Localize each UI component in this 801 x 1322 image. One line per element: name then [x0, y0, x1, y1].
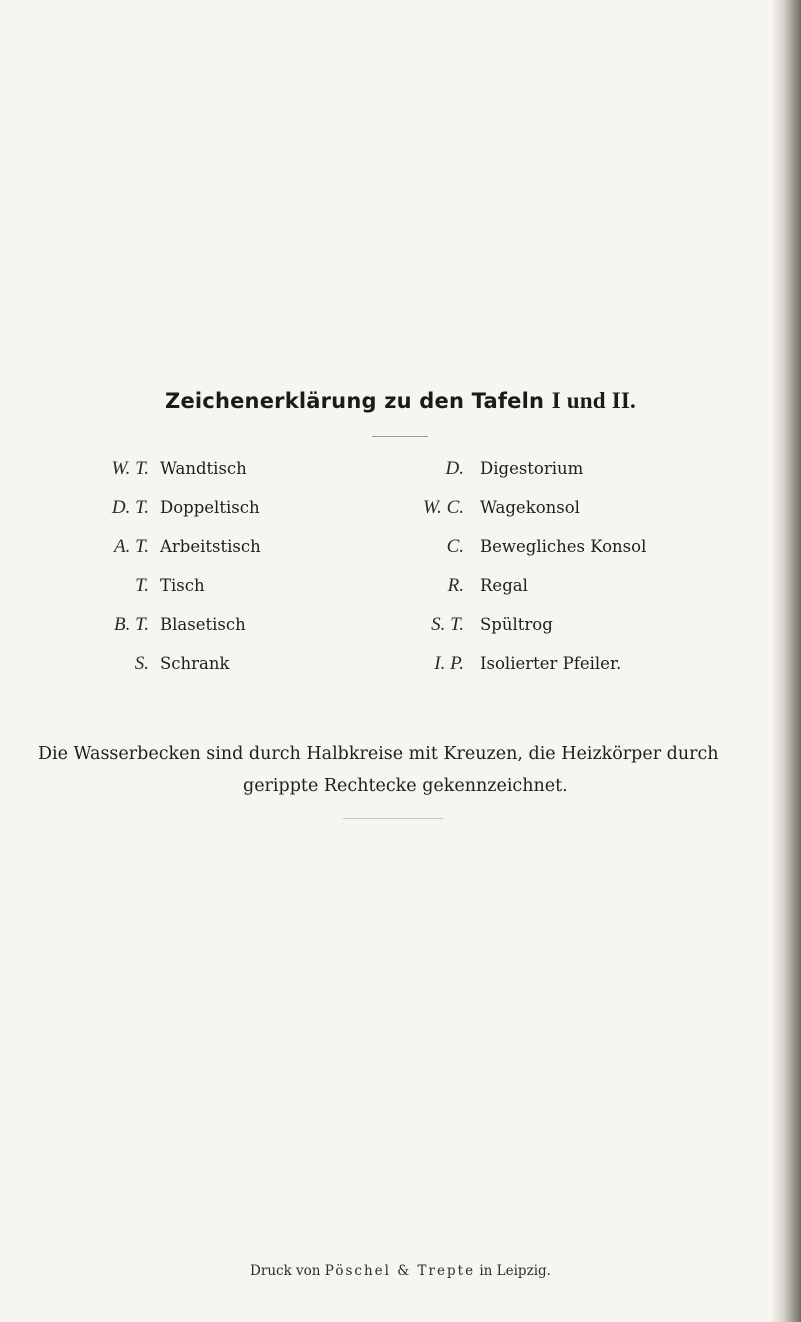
legend-heading-text: Zeichenerklärung zu den Tafeln: [165, 389, 545, 413]
legend-abbr: A. T.: [113, 536, 149, 557]
imprint-prefix: Druck von: [250, 1263, 321, 1279]
imprint-suffix: in Leipzig.: [479, 1263, 551, 1279]
legend-desc: Arbeitstisch: [160, 537, 261, 556]
legend-abbr: B. T.: [113, 614, 149, 635]
legend-desc: Isolierter Pfeiler.: [480, 654, 622, 673]
legend-desc: Bewegliches Konsol: [480, 537, 647, 556]
legend-desc: Tisch: [160, 576, 205, 595]
legend-row-right-4: [390, 573, 770, 599]
divider-top: [372, 436, 428, 437]
legend-abbr: S. T.: [431, 614, 464, 635]
legend-abbr: C.: [446, 536, 464, 557]
legend-row-left-2: [70, 495, 400, 521]
legend-row-left-1: [70, 456, 400, 482]
legend-desc: Wandtisch: [160, 459, 247, 478]
explanatory-note: [38, 738, 758, 802]
imprint-printer: Pöschel & Trepte: [324, 1263, 476, 1279]
legend-abbr: T.: [135, 575, 149, 596]
legend-row-left-4: [70, 573, 400, 599]
legend-desc: Wagekonsol: [480, 498, 580, 517]
legend-abbr: R.: [447, 575, 464, 596]
legend-heading: [0, 388, 801, 414]
legend-abbr: D.: [445, 458, 464, 479]
legend-desc: Digestorium: [480, 459, 584, 478]
legend-abbr: D. T.: [111, 497, 149, 518]
legend-row-right-6: [390, 651, 770, 677]
legend-row-right-1: [390, 456, 770, 482]
legend-abbr: W. T.: [111, 458, 149, 479]
legend-row-left-6: [70, 651, 400, 677]
legend-abbr: W. C.: [422, 497, 464, 518]
legend-row-right-2: [390, 495, 770, 521]
note-line-1: Die Wasserbecken sind durch Halbkreise mit Kreuzen, die Heizkörper durch: [38, 744, 719, 764]
legend-desc: Regal: [480, 576, 528, 595]
legend-abbr: S.: [134, 653, 149, 674]
legend-desc: Spültrog: [480, 615, 553, 634]
legend-heading-roman: I und II.: [551, 388, 636, 413]
legend-desc: Doppeltisch: [160, 498, 260, 517]
divider-bottom: [343, 818, 443, 819]
legend-abbr: I. P.: [434, 653, 464, 674]
legend-row-right-5: [390, 612, 770, 638]
legend-desc: Schrank: [160, 654, 230, 673]
legend-row-left-5: [70, 612, 400, 638]
legend-row-left-3: [70, 534, 400, 560]
legend-desc: Blasetisch: [160, 615, 246, 634]
note-line-2: gerippte Rechtecke gekennzeichnet.: [243, 776, 568, 796]
legend-row-right-3: [390, 534, 770, 560]
printer-imprint: [0, 1263, 801, 1279]
page-edge-shadow: [771, 0, 801, 1322]
